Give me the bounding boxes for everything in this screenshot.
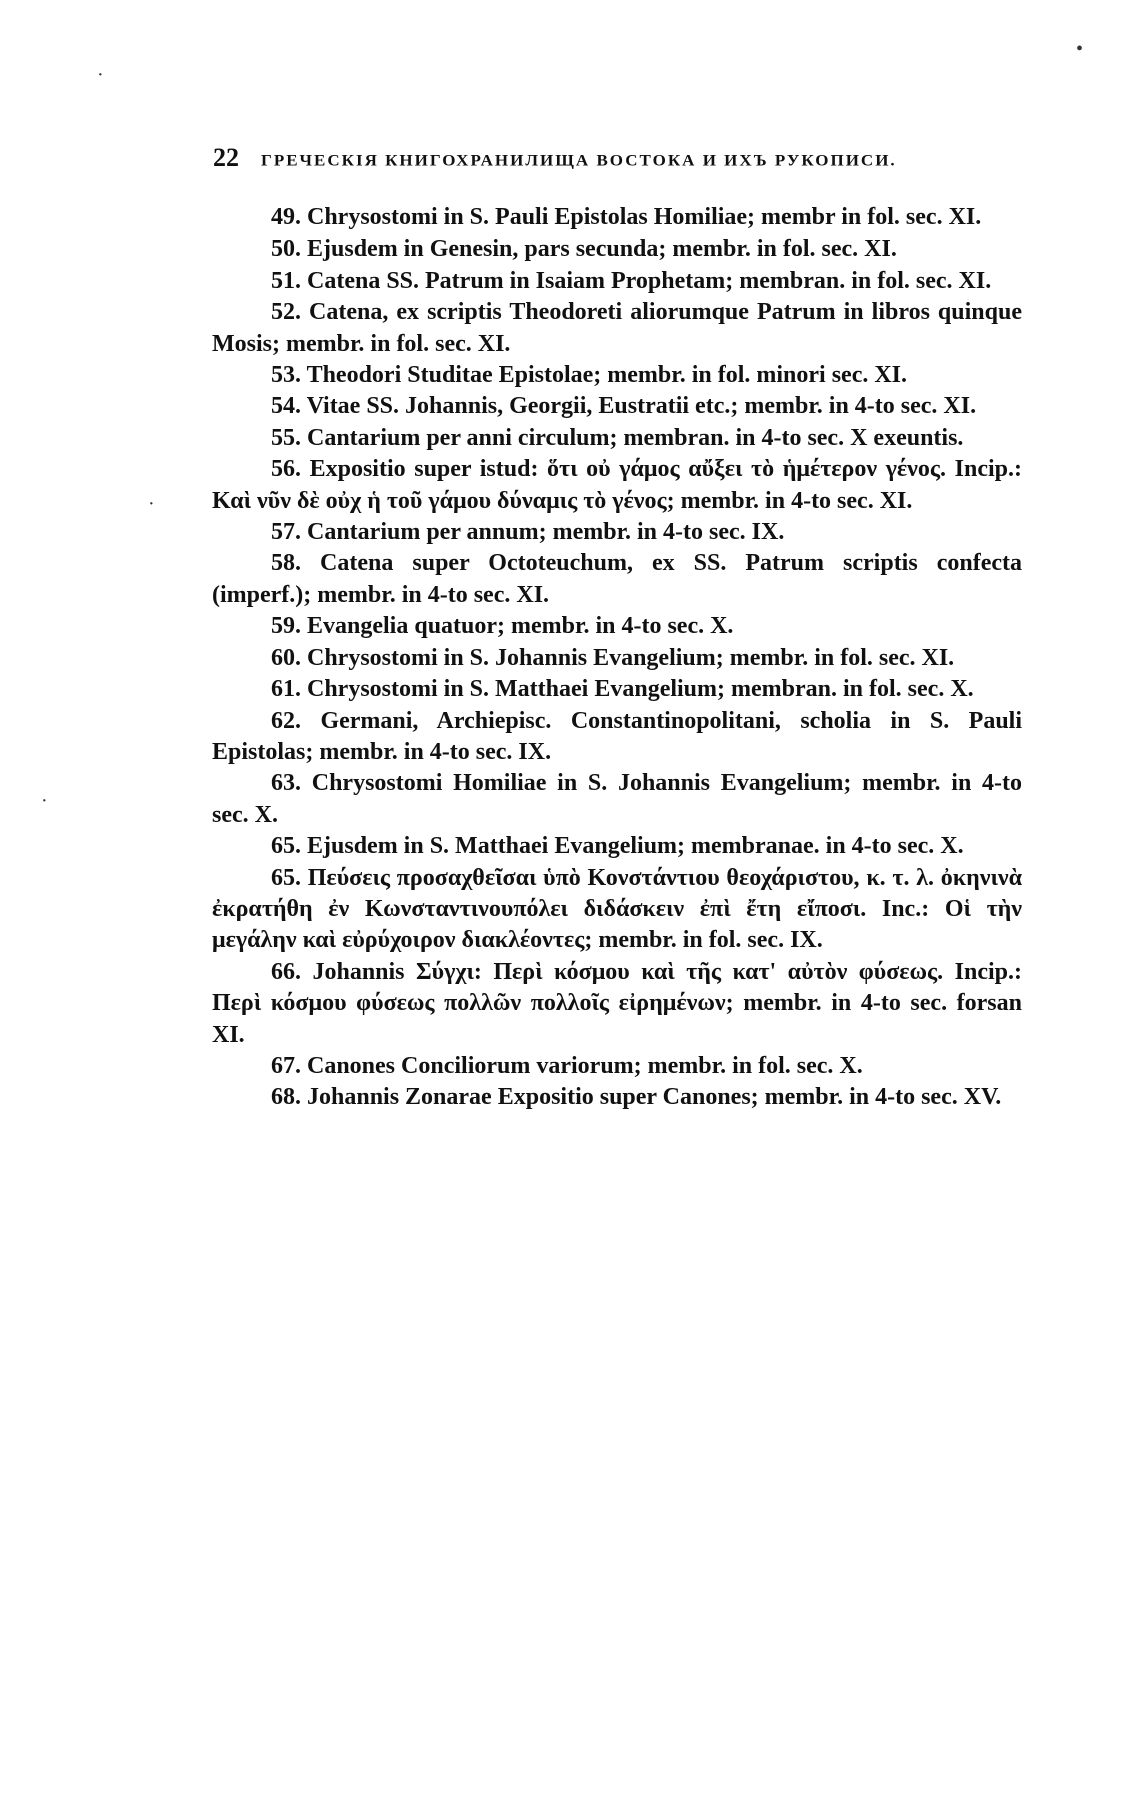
entry-text: Johannis Σύγχι: Περὶ κόσμου καὶ τῆς κατ' αὐτὸν φύσεως. Incip.: Περὶ κόσμου φύσεως πολλῶν πολλοῖς εἰρημένων; membr. in 4-to sec. forsan XI. <box>212 958 1022 1048</box>
entry-number: 66. <box>271 958 301 985</box>
catalog-entry-67 <box>212 1051 1022 1082</box>
entry-number: 51. <box>271 267 301 294</box>
entry-number: 63. <box>271 770 301 797</box>
entry-number: 53. <box>271 362 301 389</box>
catalog-entry-55 <box>212 423 1022 454</box>
entry-number: 62. <box>271 707 301 734</box>
entry-number: 67. <box>271 1052 301 1079</box>
catalog-entry-49 <box>212 202 1022 233</box>
entry-text: Catena, ex scriptis Theodoreti aliorumque Patrum in libros quinque Mosis; membr. in fol. sec. XI. <box>212 299 1022 357</box>
catalog-entry-53 <box>212 360 1022 391</box>
margin-speck: · <box>41 790 48 812</box>
entry-text: Theodori Studitae Epistolae; membr. in fol. minori sec. XI. <box>306 362 908 389</box>
catalog-entry-62 <box>212 706 1022 769</box>
entry-number: 58. <box>271 550 301 577</box>
catalog-entry-58 <box>212 548 1022 611</box>
entry-text: Germani, Archiepisc. Constantinopolitani, scholia in S. Pauli Epistolas; membr. in 4-to sec. IX. <box>212 707 1022 765</box>
entry-text: Πεύσεις προσαχθεῖσαι ὑπὸ Κονστάντιου θεοχάριστου, κ. τ. λ. ὀκηνινὰ ἐκρατήθη ἐν Κωνσταντινουπόλει διδάσκειν ἐπὶ ἔτη εἴποσι. Inc.: Οἱ τὴν μεγάλην καὶ εὐρύχοιρον διακλέοντες; membr. in fol. sec. IX. <box>212 864 1022 954</box>
entry-text: Chrysostomi in S. Pauli Epistolas Homiliae; membr in fol. sec. XI. <box>307 204 982 230</box>
entry-text: Catena SS. Patrum in Isaiam Prophetam; membran. in fol. sec. XI. <box>307 267 992 294</box>
catalog-entry-65b <box>212 863 1022 957</box>
catalog-entry-54 <box>212 391 1022 422</box>
entry-number: 49. <box>271 204 301 230</box>
page-number: 22 <box>213 143 239 172</box>
entry-text: Canones Conciliorum variorum; membr. in fol. sec. X. <box>307 1052 863 1079</box>
entry-number: 57. <box>271 519 301 546</box>
entry-number: 56. <box>271 456 301 483</box>
entry-text: Cantarium per anni circulum; membran. in 4-to sec. X exeuntis. <box>307 424 964 451</box>
catalog-entry-65a <box>212 831 1022 862</box>
entry-text: Ejusdem in Genesin, pars secunda; membr. in fol. sec. XI. <box>307 236 897 263</box>
catalog-entry-59 <box>212 611 1022 642</box>
entry-number: 65. <box>271 833 301 860</box>
catalog-entry-66 <box>212 957 1022 1051</box>
entry-number: 52. <box>271 299 301 326</box>
margin-speck: • <box>1076 38 1084 60</box>
entry-number: 60. <box>271 644 301 671</box>
entry-number: 59. <box>271 613 301 640</box>
catalog-entries <box>212 202 1022 1114</box>
entry-text: Chrysostomi in S. Matthaei Evangelium; membran. in fol. sec. X. <box>307 676 974 703</box>
entry-text: Evangelia quatuor; membr. in 4-to sec. X. <box>307 613 734 640</box>
entry-text: Catena super Octoteuchum, ex SS. Patrum scriptis confecta (imperf.); membr. in 4-to sec. XI. <box>212 550 1022 608</box>
entry-text: Chrysostomi Homiliae in S. Johannis Evangelium; membr. in 4-to sec. X. <box>212 770 1023 828</box>
entry-number: 55. <box>271 424 301 451</box>
page-header <box>213 143 973 173</box>
entry-text: Cantarium per annum; membr. in 4-to sec. IX. <box>307 519 785 546</box>
entry-number: 68. <box>271 1084 301 1111</box>
entry-number: 54. <box>271 393 301 420</box>
catalog-entry-57 <box>212 517 1022 548</box>
entry-number: 65. <box>271 864 301 891</box>
catalog-entry-61 <box>212 674 1022 705</box>
catalog-entry-51 <box>212 266 1022 297</box>
entry-number: 61. <box>271 676 301 703</box>
catalog-entry-50 <box>212 234 1022 265</box>
catalog-entry-52 <box>212 297 1022 360</box>
catalog-entry-60 <box>212 643 1022 674</box>
catalog-entry-68 <box>212 1082 1022 1113</box>
entry-text: Chrysostomi in S. Johannis Evangelium; membr. in fol. sec. XI. <box>307 644 955 671</box>
margin-speck: · <box>148 493 155 515</box>
entry-number: 50. <box>271 236 301 263</box>
catalog-entry-63 <box>212 768 1022 831</box>
margin-speck: · <box>97 64 104 86</box>
running-title: ГРЕЧЕСКІЯ КНИГОХРАНИЛИЩА ВОСТОКА И ИХЪ РУКОПИСИ. <box>261 152 897 170</box>
entry-text: Ejusdem in S. Matthaei Evangelium; membranae. in 4-to sec. X. <box>307 833 964 860</box>
entry-text: Expositio super istud: ὅτι οὐ γάμος αὔξει τὸ ἡμέτερον γένος. Incip.: Καὶ νῦν δὲ οὐχ ἡ τοῦ γάμου δύναμις τὸ γένος; membr. in 4-to sec. XI. <box>212 456 1022 514</box>
entry-text: Johannis Zonarae Expositio super Canones; membr. in 4-to sec. XV. <box>307 1084 1002 1111</box>
entry-text: Vitae SS. Johannis, Georgii, Eustratii etc.; membr. in 4-to sec. XI. <box>306 393 977 420</box>
catalog-entry-56 <box>212 454 1022 517</box>
